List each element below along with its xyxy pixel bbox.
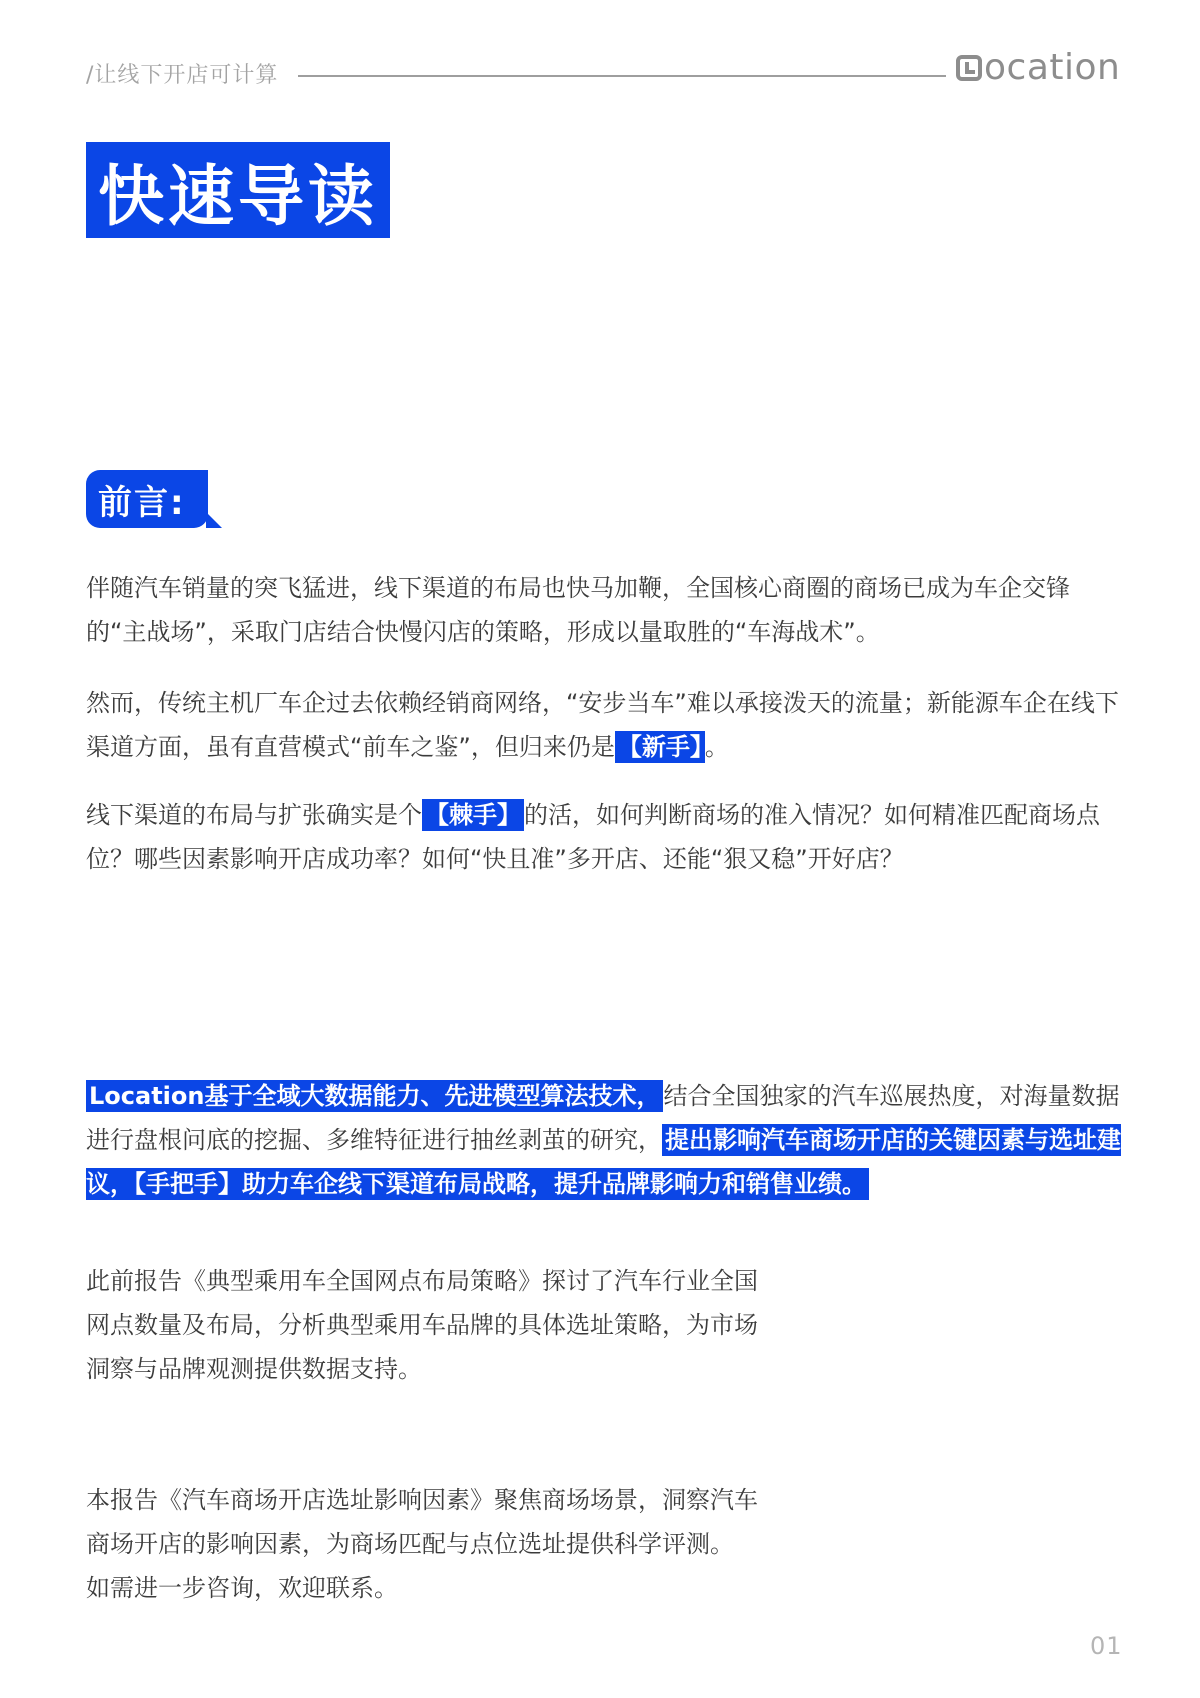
paragraph-6-text-a: 本报告《汽车商场开店选址影响因素》聚焦商场场景，洞察汽车商场开店的影响因素，为商场匹配与点位选址提供科学评测。 (86, 1486, 758, 1558)
highlight-capability: Location基于全域大数据能力、先进模型算法技术， (86, 1080, 663, 1112)
paragraph-3-text-b: 的活，如何判断商场的准入情况？如何精准匹配商场点位？哪些因素影响开店成功率？如何“快且准”多开店、还能“狠又稳”开好店？ (86, 801, 1100, 873)
highlight-suggestion: 提出影响汽车商场开店的关键因素与选址建议，【手把手】助力车企线下渠道布局战略，提升品牌影响力和销售业绩。 (86, 1126, 1121, 1198)
paragraph-4-text: 结合全国独家的汽车巡展热度，对海量数据进行盘根问底的挖掘、多维特征进行抽丝剥茧的研究， (86, 1082, 1120, 1154)
header-divider (298, 75, 946, 77)
paragraph-3 (86, 793, 1122, 881)
page-number: 01 (1090, 1632, 1123, 1660)
preface-heading (86, 470, 208, 528)
header-tag: /让线下开店可计算 (86, 63, 279, 88)
paragraph-2-text-a: 然而，传统主机厂车企过去依赖经销商网络，“安步当车”难以承接泼天的流量；新能源车企在线下渠道方面，虽有直营模式“前车之鉴”，但归来仍是 (86, 689, 1119, 761)
preface-bubble (86, 470, 208, 528)
paragraph-1: 伴随汽车销量的突飞猛进，线下渠道的布局也快马加鞭，全国核心商圈的商场已成为车企交锋的“主战场”，采取门店结合快慢闪店的策略，形成以量取胜的“车海战术”。 (86, 574, 1070, 646)
page-title-box (86, 142, 390, 238)
paragraph-4 (86, 1074, 1122, 1206)
page-title: 快速导读 (98, 157, 378, 235)
highlight-tricky: 【棘手】 (422, 799, 524, 831)
paragraph-6-text-b: 如需进一步咨询，欢迎联系。 (86, 1574, 398, 1602)
logo-text: ocation (984, 47, 1121, 88)
paragraph-3-text-a: 线下渠道的布局与扩张确实是个 (86, 801, 422, 829)
paragraph-2 (86, 681, 1122, 769)
highlight-newbie: 【新手】 (615, 731, 705, 763)
brand-logo (956, 47, 1121, 88)
paragraph-5: 此前报告《典型乘用车全国网点布局策略》探讨了汽车行业全国网点数量及布局，分析典型乘用车品牌的具体选址策略，为市场洞察与品牌观测提供数据支持。 (86, 1267, 758, 1383)
logo-mark-icon (956, 55, 982, 81)
paragraph-6 (86, 1478, 766, 1610)
preface-label: 前言: (98, 482, 186, 523)
paragraph-2-text-b: 。 (704, 733, 729, 761)
